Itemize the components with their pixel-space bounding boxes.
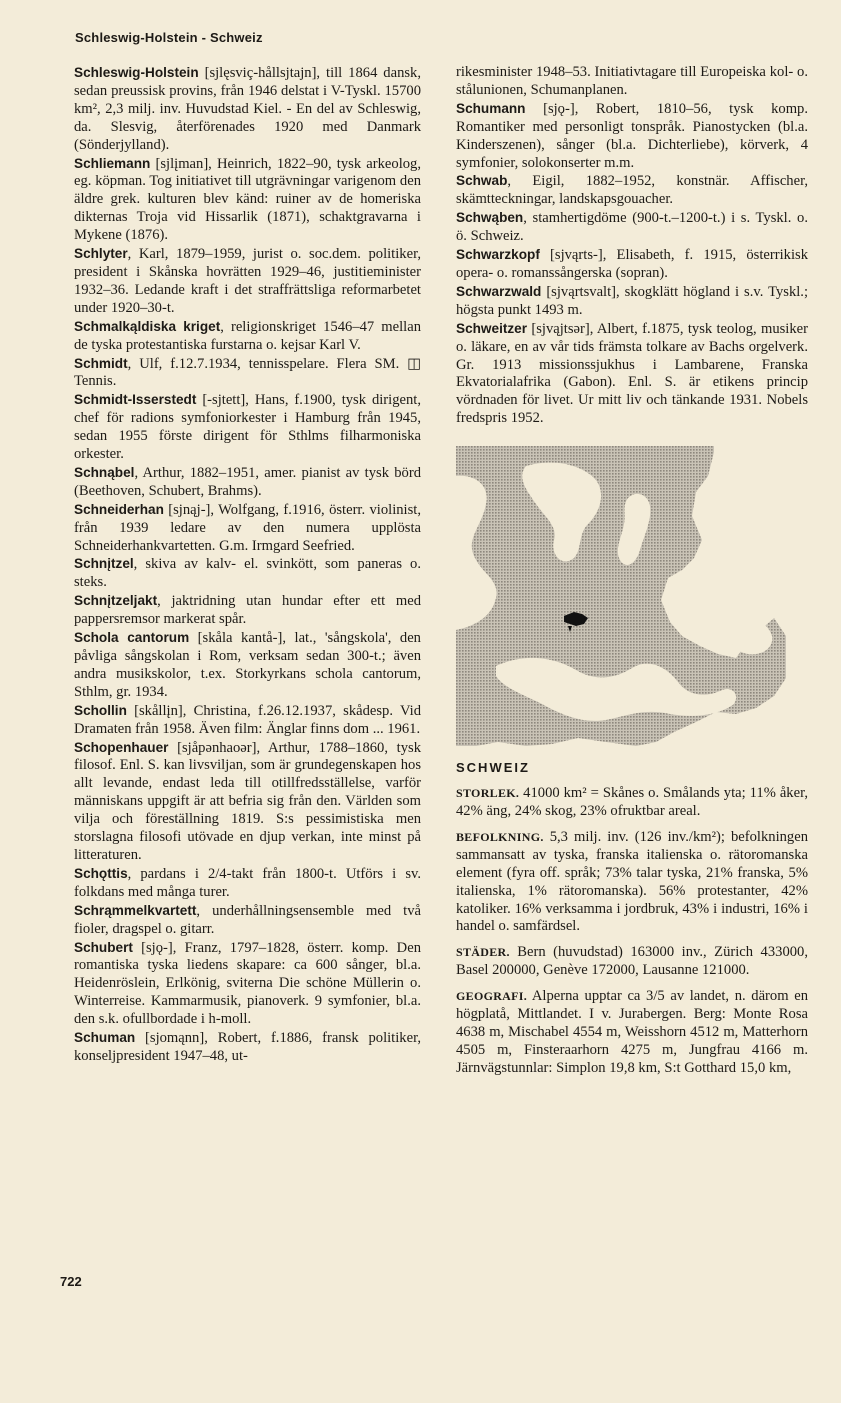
entry-headword: Schumann	[456, 100, 526, 116]
entry-headword: Schneiderhan	[74, 501, 164, 517]
entry-headword: Schnįtzel	[74, 556, 134, 572]
entry-headword: Schwarzwald	[456, 283, 542, 299]
fact-label: GEOGRAFI.	[456, 989, 528, 1004]
fact-text: Bern (huvudstad) 163000 inv., Zürich 433000, Basel 200000, Genève 172000, Lausanne 121000.	[456, 944, 808, 979]
entry-headword: Schwarzkopf	[456, 247, 540, 263]
map-island-britain	[508, 503, 540, 572]
entry-definition: [-sjtett], Hans, f.1900, tysk dirigent, chef för radions symfoniorkester i Hamburg från 1945, sedan 1955 förste dirigent för Sthlms filharmoniska orkester.	[74, 392, 421, 463]
entry-headword: Schwab	[456, 173, 508, 189]
fact-label: BEFOLKNING.	[456, 829, 544, 844]
fact-label: STORLEK.	[456, 786, 520, 801]
dictionary-entry	[456, 100, 808, 173]
page-number: 722	[60, 1274, 82, 1289]
entry-definition: [sjvąrts-], Elisabeth, f. 1915, österrikisk opera- o. romanssångerska (sopran).	[456, 247, 808, 281]
dictionary-entry	[74, 501, 421, 556]
dictionary-entry	[74, 318, 421, 355]
entry-headword: Schmidt	[74, 355, 128, 371]
entry-definition: , Ulf, f.12.7.1934, tennisspelare. Flera SM. ◫ Tennis.	[74, 355, 421, 390]
map-sea-black	[730, 620, 773, 655]
dictionary-entry	[74, 245, 421, 318]
dictionary-entry	[74, 939, 421, 1030]
map-top-band	[456, 446, 714, 452]
right-entry-list	[456, 64, 808, 428]
dictionary-entry	[456, 246, 808, 283]
dictionary-entry	[74, 629, 421, 702]
dictionary-entry	[74, 391, 421, 464]
entry-headword: Schmalkąldiska kriget	[74, 318, 221, 334]
entry-definition: [sjlęsviç-hållsjtajn], till 1864 dansk, sedan preussisk provins, från 1946 delstat i V-Tyskl. 15700 km², 2,3 milj. inv. Huvudstad Kiel. - En del av Schleswig, da. Slesvig, återförenades 1920 med Danmark (Sönderjylland).	[74, 65, 421, 153]
dictionary-entry	[456, 64, 808, 100]
schweiz-fact	[456, 988, 808, 1078]
entry-headword: Schrąmmelkvartett	[74, 902, 197, 918]
entry-definition: , religionskriget 1546–47 mellan de tyska protestantiska furstarna o. kejsar Karl V.	[74, 318, 421, 353]
dictionary-entry	[74, 155, 421, 246]
entry-definition: [sjomąnn], Robert, f.1886, fransk politiker, konseljpresident 1947–48, ut-	[74, 1030, 421, 1064]
entry-definition: [skållįn], Christina, f.26.12.1937, skådesp. Vid Dramaten från 1958. Även film: Änglar finns dom ... 1961.	[74, 702, 421, 737]
entry-definition: [sjǫ-], Robert, 1810–56, tysk komp. Romantiker med personligt tonspråk. Pianostycken (bl.a. Kinderszenen), sånger (bl.a. Dichterliebe), körverk, 4 symfonier, solokonserter m.m.	[456, 100, 808, 171]
dictionary-entry	[74, 865, 421, 902]
left-column	[74, 64, 421, 1066]
dictionary-entry	[74, 355, 421, 392]
entry-definition: , stamhertigdöme (900-t.–1200-t.) i s. Tyskl. o. ö. Schweiz.	[456, 210, 808, 245]
dictionary-entry	[456, 320, 808, 428]
dictionary-entry	[74, 702, 421, 739]
right-column	[456, 64, 808, 1078]
entry-headword: Schweitzer	[456, 320, 528, 336]
entry-definition: [sjlįman], Heinrich, 1822–90, tysk arkeolog, eg. köpman. Tog initiativet till utgrävningar varigenom den äldre grek. kulturen blev känd: ruiner av de homeriska dikternas Troja vid Hissarlik (1871), schaktgravarna i Mykene (1876).	[74, 155, 421, 244]
schweiz-fact	[456, 829, 808, 936]
entry-definition: [sjvąjtsər], Albert, f.1875, tysk teolog, musiker o. läkare, en av vår tids främsta tolkare av Bachs orgelverk. Gr. 1913 missionssjukhus i Lambarene, Franska Ekvatorialafrika (Gabon). Enl. S. är etikens princip vördnaden för livet. Ur mitt liv och tänkande 1931. Nobels fredspris 1952.	[456, 320, 808, 427]
dictionary-entry	[74, 902, 421, 939]
schweiz-section-title: SCHWEIZ	[456, 760, 530, 776]
dictionary-entry	[74, 1029, 421, 1066]
dictionary-entry	[74, 64, 421, 155]
fact-text: 41000 km² = Skånes o. Smålands yta; 11% åker, 42% äng, 24% skog, 23% ofruktbar areal.	[456, 785, 808, 820]
dictionary-entry	[456, 283, 808, 320]
running-header: Schleswig-Holstein - Schweiz	[75, 30, 263, 45]
fact-label: STÄDER.	[456, 945, 510, 960]
entry-headword: Schnąbel	[74, 464, 135, 480]
entry-definition: , Arthur, 1882–1951, amer. pianist av tysk börd (Beethoven, Schubert, Brahms).	[74, 464, 421, 499]
fact-text: Alperna upptar ca 3/5 av landet, n. därom en högplatå, Mittlandet. I v. Jurabergen. Berg: Monte Rosa 4638 m, Mischabel 4554 m, Weisshorn 4512 m, Matterhorn 4505 m, Finsteraarhorn 4275 m, Jungfrau 4166 m. Järnvägstunnlar: Simplon 19,8 km, S:t Gotthard 15,0 km,	[456, 988, 808, 1076]
dictionary-entry	[456, 209, 808, 246]
entry-definition: , pardans i 2/4-takt från 1800-t. Utförs i sv. folkdans med många turer.	[74, 865, 421, 900]
entry-definition: [sjåpənhaoər], Arthur, 1788–1860, tysk filosof. Enl. S. kan livsviljan, som är grundegenskapen hos allt levande, endast leda till otillfredsställelse, varför människans uppgift är att befria sig från den. Världen som vilja och föreställning 1819. S:s pessimistiska men storslagna filosofi utövade en djup verkan, inte minst på litteraturen.	[74, 739, 421, 863]
entry-definition: [sjvąrtsvalt], skogklätt högland i s.v. Tyskl.; högsta punkt 1493 m.	[456, 283, 808, 318]
entry-definition: , Karl, 1879–1959, jurist o. soc.dem. politiker, president i Skånska hovrätten 1929–46, justitieminister 1932–36. Ledande kraft i det straffrättsliga reformarbetet under 1920–30-t.	[74, 246, 421, 316]
europe-map-svg	[456, 446, 786, 746]
entry-headword: Schola cantorum	[74, 630, 190, 646]
schweiz-fact-list	[456, 785, 808, 1078]
entry-definition: [sjnąj-], Wolfgang, f.1916, österr. violinist, från 1939 ledare av den numera upplösta Schneiderhankvartetten. G.m. Irmgard Seefried.	[74, 501, 421, 554]
entry-definition: , jaktridning utan hundar efter ett med pappersremsor markerat spår.	[74, 593, 421, 628]
entry-definition: , underhållningsensemble med två fioler, dragspel o. gitarr.	[74, 902, 421, 937]
left-entry-list	[74, 64, 421, 1066]
entry-headword: Schmidt-Isserstedt	[74, 392, 197, 408]
entry-headword: Schlyter	[74, 246, 128, 262]
entry-headword: Schubert	[74, 939, 133, 955]
entry-headword: Schnįtzeljakt	[74, 593, 158, 609]
dictionary-entry	[74, 464, 421, 501]
entry-definition: [skåla kantå-], lat., 'sångskola', den påvliga sångskolan i Rom, verksam sedan 300-t.; även andra musikskolor, t.ex. Storkyrkans schola cantorum, Sthlm, gr. 1934.	[74, 630, 421, 700]
entry-definition: , Eigil, 1882–1952, konstnär. Affischer, skämtteckningar, landskapsgouacher.	[456, 173, 808, 208]
entry-headword: Schuman	[74, 1030, 136, 1046]
dictionary-entry	[74, 739, 421, 865]
entry-headword: Schwąben	[456, 210, 524, 226]
entry-definition: [sjǫ-], Franz, 1797–1828, österr. komp. Den romantiska tyska liedens skapare: ca 600 sånger, bl.a. Heidenröslein, Erlkönig, sviterna Die schöne Müllerin o. Winterreise. Kammarmusik, pianoverk. 9 symfonier, bl.a. den s.k. ofullbordade i h-moll.	[74, 939, 421, 1028]
fact-text: 5,3 milj. inv. (126 inv./km²); befolkningen sammansatt av tyska, franska italienska o. rätoromanska element (fyra off. språk; 73% talar tyska, 21% franska, 5% italienska, 1% rätoromanska). 56% protestanter, 42% katoliker. 16% verksamma i jordbruk, 43% i industri, 16% i handel o. samfärdsel.	[456, 828, 808, 935]
entry-headword: Schleswig-Holstein	[74, 65, 199, 80]
schweiz-fact	[456, 944, 808, 980]
entry-definition: rikesminister 1948–53. Initiativtagare till Europeiska kol- o. stålunionen, Schumanplanen.	[456, 64, 808, 98]
dictionary-entry	[456, 172, 808, 209]
europe-map-figure	[456, 446, 786, 746]
entry-headword: Schǫttis	[74, 865, 128, 881]
schweiz-fact	[456, 785, 808, 821]
entry-headword: Schollin	[74, 702, 127, 718]
dictionary-entry	[74, 555, 421, 592]
dictionary-entry	[74, 592, 421, 629]
entry-headword: Schopenhauer	[74, 739, 169, 755]
entry-headword: Schliemann	[74, 155, 151, 171]
entry-definition: , skiva av kalv- el. svinkött, som paneras o. steks.	[74, 556, 421, 591]
